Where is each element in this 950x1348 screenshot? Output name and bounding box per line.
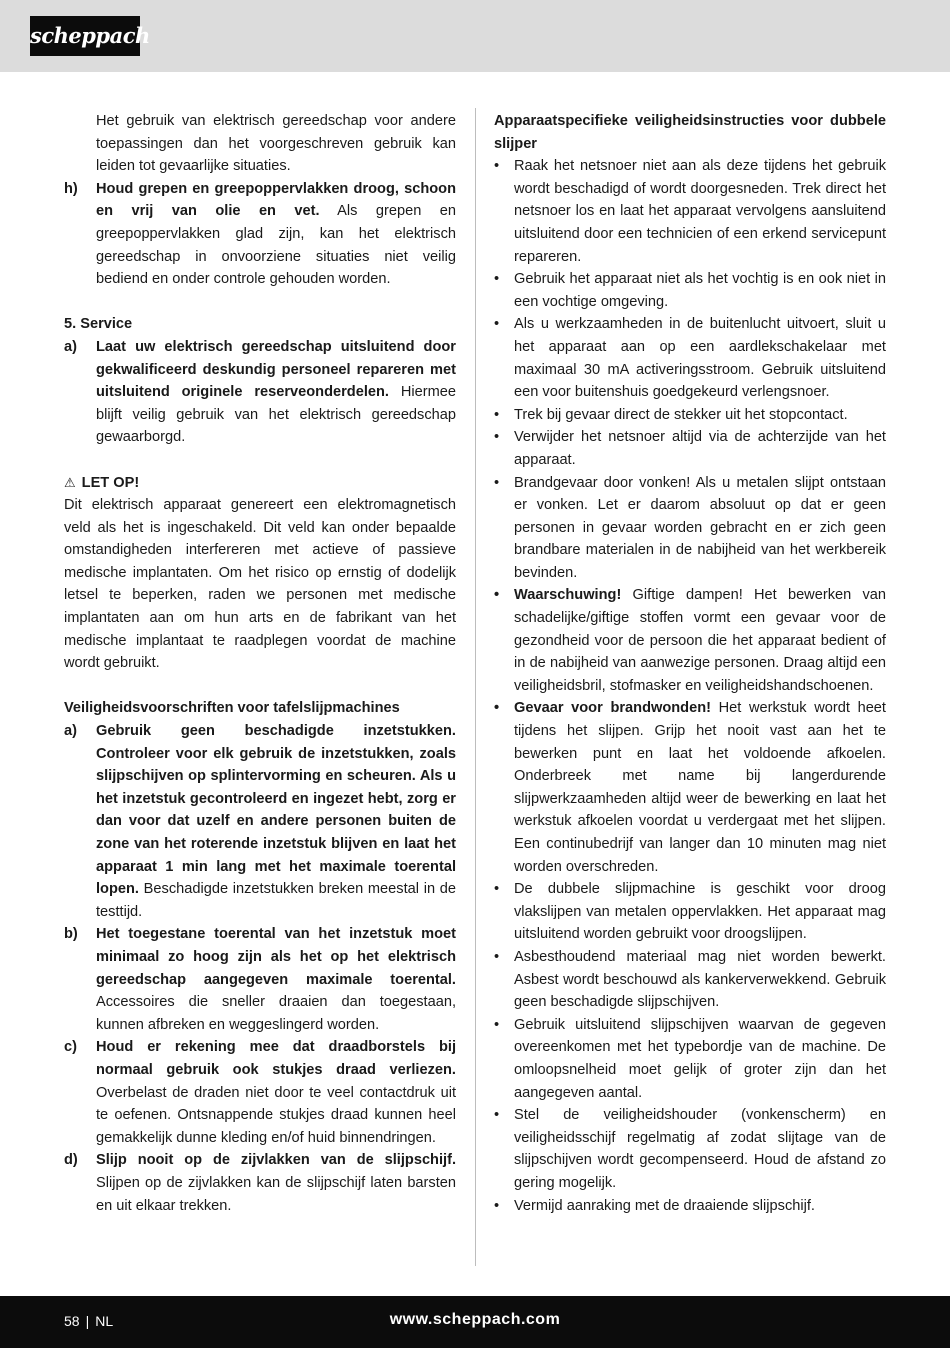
service-item-a	[64, 336, 456, 449]
scheppach-logo: scheppach	[30, 16, 140, 56]
bullet-symbol: •	[494, 700, 500, 717]
item-bold-text: Slijp nooit op de zijvlakken van de slijpschijf.	[96, 1152, 456, 1169]
website-link[interactable]: www.scheppach.com	[389, 1311, 561, 1328]
item-text: Accessoires die sneller draaien dan toegestaan, kunnen afbreken en weggeslingerd worden.	[96, 994, 456, 1033]
left-column	[64, 110, 456, 1217]
intro-continuation: Het gebruik van elektrisch gereedschap voor andere toepassingen dan het voorgeschreven gebruik kan leiden tot gevaarlijke situaties.	[96, 113, 456, 175]
warning-text: Dit elektrisch apparaat genereert een elektromagnetisch veld als het is ingeschakeld. Dit veld kan onder bepaalde omstandigheden interfereren met actieve of passieve medische implantaten. Om het risico op ernstig of dodelijk letsel te beperken, raden we personen met medische implantaten aan om hun arts en de fabrikant van het medische implantaat te raadplegen voordat de machine wordt gebruikt.	[64, 497, 456, 672]
bullet-item: • Vermijd aanraking met de draaiende slijpschijf.	[494, 1195, 886, 1218]
tafel-item-c	[64, 1036, 456, 1149]
bullet-symbol: •	[494, 406, 500, 423]
bullet-item: • Raak het netsnoer niet aan als deze tijdens het gebruik wordt beschadigd of wordt doorgesneden. Trek direct het netsnoer los en laat het apparaat vervolgens aansluitend uitsluitend door een technicien of een erkend servicepunt repareren.	[494, 155, 886, 268]
item-text: Beschadigde inzetstukken breken meestal in de testtijd.	[96, 881, 456, 920]
tafel-item-a	[64, 720, 456, 923]
service-heading: 5. Service	[64, 316, 133, 333]
bullet-item: • Als u werkzaamheden in de buitenlucht uitvoert, sluit u het apparaat aan op een aardlekschakelaar met maximaal 30 mA activeringsstroom. Gebruik uitsluitend een voor buitenshuis goedgekeurd verlengsnoer.	[494, 313, 886, 403]
warning-triangle-icon: ⚠	[64, 474, 76, 490]
bullet-item: • Verwijder het netsnoer altijd via de achterzijde van het apparaat.	[494, 426, 886, 471]
item-label: d)	[64, 1152, 78, 1169]
bullet-symbol: •	[494, 474, 500, 491]
bullet-symbol: •	[494, 271, 500, 288]
item-label: a)	[64, 338, 77, 355]
bullet-item: • Gebruik uitsluitend slijpschijven waarvan de gegeven overeenkomen met het typebordje van de machine. De omloopsnelheid moet gelijk of groter zijn dan het aangegeven aantal.	[494, 1014, 886, 1104]
page-header	[0, 0, 950, 72]
item-label: c)	[64, 1039, 77, 1056]
right-heading: Apparaatspecifieke veiligheidsinstructies voor dubbele slijper	[494, 113, 886, 152]
tafel-item-d	[64, 1149, 456, 1217]
right-column	[494, 110, 886, 1217]
tafel-item-b	[64, 923, 456, 1036]
page-footer	[0, 1296, 950, 1348]
bullet-symbol: •	[494, 429, 500, 446]
item-bold-text: Laat uw elektrisch gereedschap uitsluitend door gekwalificeerd deskundig personeel repareren met uitsluitend originele reserveonderdelen.	[96, 338, 456, 401]
bullet-symbol: •	[494, 316, 500, 333]
bullet-symbol: •	[494, 881, 500, 898]
bullet-item: • Stel de veiligheidshouder (vonkenscherm) en veiligheidsschijf regelmatig af zodat slijtage van de slijpschijven wordt gecompenseerd. Houd de afstand zo gering mogelijk.	[494, 1104, 886, 1194]
bullet-item: • Gebruik het apparaat niet als het vochtig is en ook niet in een vochtige omgeving.	[494, 268, 886, 313]
item-label: b)	[64, 926, 78, 943]
item-label: h)	[64, 180, 78, 197]
bullet-symbol: •	[494, 1016, 500, 1033]
warning-title: LET OP!	[81, 474, 140, 491]
item-text: Als grepen en greepoppervlakken glad zijn, kan het elektrisch gereedschap in onvoorziene situaties niet veilig bediend en onder controle gehouden worden.	[96, 203, 456, 288]
warning-heading	[64, 472, 456, 495]
bullet-item: • Trek bij gevaar direct de stekker uit het stopcontact.	[494, 404, 886, 427]
item-bold-text: Houd grepen en greepoppervlakken droog, schoon en vrij van olie en vet.	[96, 180, 456, 220]
bullet-item-warning: • Waarschuwing! Giftige dampen! Het bewerken van schadelijke/giftige stoffen vormt een gevaar voor de gezondheid voor de persoon die het apparaat bedient of in de nabijheid van aanwezige personen. Draag altijd een veiligheidsbril, stofmasker en veiligheidshandschoenen.	[494, 584, 886, 697]
bullet-symbol: •	[494, 1107, 500, 1124]
item-bold-text: Het toegestane toerental van het inzetstuk moet minimaal zo hoog zijn als het op het elektrisch gereedschap aangegeven maximale toerental.	[96, 926, 456, 988]
item-bold-text: Gebruik geen beschadigde inzetstukken. Controleer voor elk gebruik de inzetstukken, zoals slijpschijven op splintervorming en scheuren. Als u het inzetstuk gecontroleerd en ingezet hebt, zorg er dan voor dat uzelf en andere personen buiten de zone van het roterende inzetstuk blijven en laat het apparaat 1 min lang met het maximale toerental lopen.	[96, 723, 456, 898]
bullet-item: • De dubbele slijpmachine is geschikt voor droog vlakslijpen van metalen oppervlakken. Het apparaat mag uitsluitend worden gebruikt voor droogslijpen.	[494, 878, 886, 946]
item-h	[64, 178, 456, 291]
bullet-item: • Brandgevaar door vonken! Als u metalen slijpt ontstaan er vonken. Let er daarom absoluut op dat er geen personen in gevaar worden gebracht en er zich geen brandbare materialen in de nabijheid van het werkbereik bevinden.	[494, 472, 886, 585]
bullet-symbol: •	[494, 1197, 500, 1214]
bullet-item-burn: • Gevaar voor brandwonden! Het werkstuk wordt heet tijdens het slijpen. Grijp het nooit vast aan het te bewerken punt en laat het voldoende afkoelen. Onderbreek met name bij langerdurende slijpwerkzaamheden altijd weer de bewerking en laat het werkstuk afkoelen voordat u verdergaat met het slijpen. Een continubedrijf van langer dan 10 minuten mag niet worden overschreden.	[494, 697, 886, 878]
page-number: 58 | NL	[64, 1313, 114, 1329]
column-divider	[475, 108, 476, 1266]
item-bold-text: Houd er rekening mee dat draadborstels bij normaal gebruik ook stukjes draad verliezen.	[96, 1039, 456, 1078]
bullet-item: • Asbesthoudend materiaal mag niet worden bewerkt. Asbest wordt beschouwd als kankerverwekkend. Gebruik geen beschadigde slijpschijven.	[494, 946, 886, 1014]
bullet-symbol: •	[494, 587, 500, 604]
item-text: Hiermee blijft veilig gebruik van het elektrisch gereedschap gewaarborgd.	[96, 384, 456, 446]
item-text: Slijpen op de zijvlakken kan de slijpschijf laten barsten en uit elkaar trekken.	[96, 1174, 456, 1214]
tafel-heading: Veiligheidsvoorschriften voor tafelslijpmachines	[64, 700, 400, 717]
item-text: Overbelast de draden niet door te veel contactdruk uit te oefenen. Ontsnappende stukjes draad kunnen heel gemakkelijk dunne kleding en/of huid binnendringen.	[96, 1084, 456, 1146]
item-label: a)	[64, 723, 77, 740]
bullet-symbol: •	[494, 948, 500, 965]
bullet-symbol: •	[494, 158, 500, 175]
